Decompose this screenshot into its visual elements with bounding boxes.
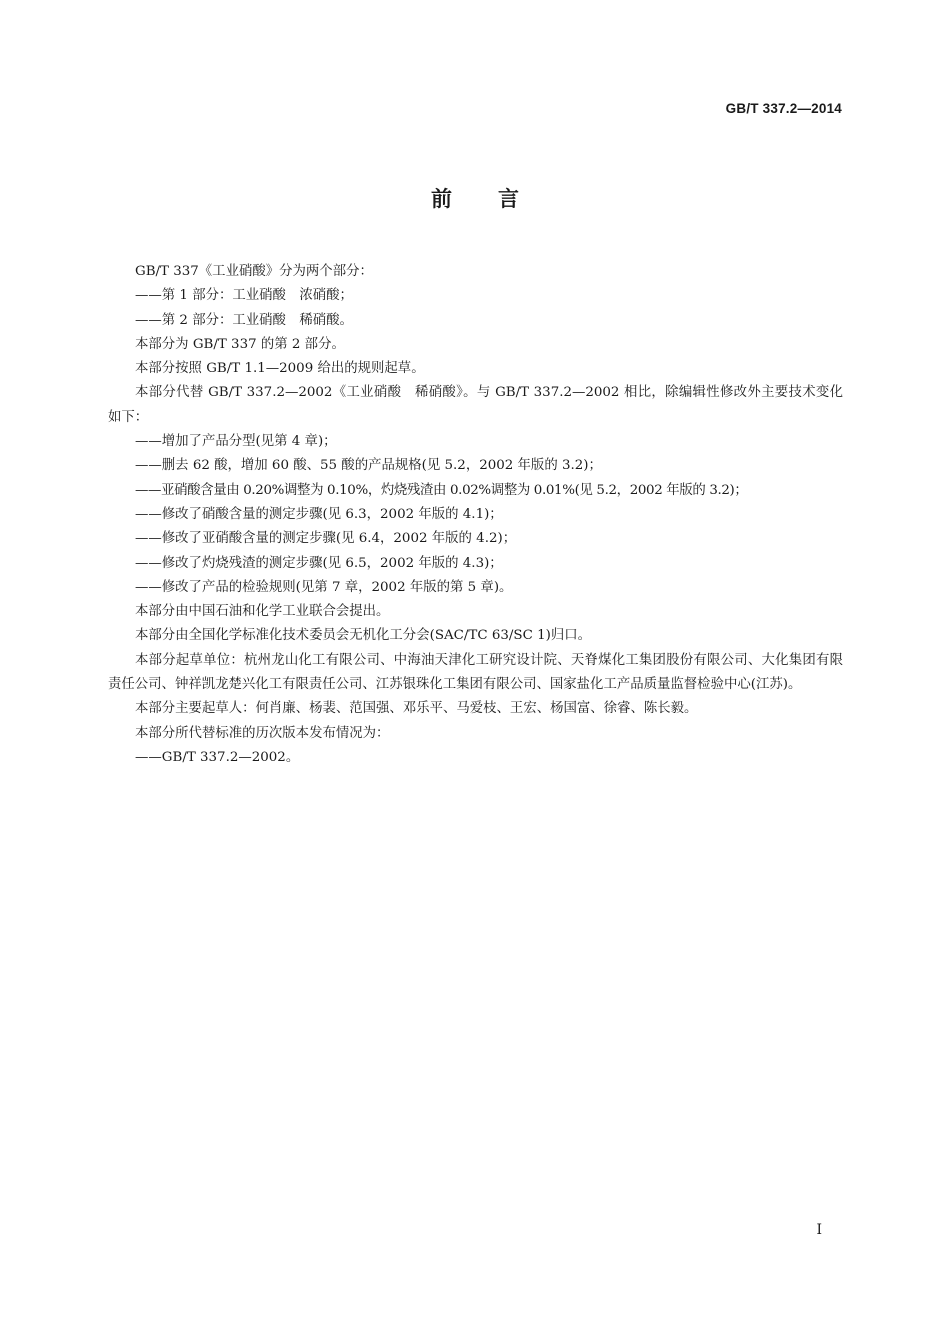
paragraph: 本部分所代替标准的历次版本发布情况为：	[135, 725, 390, 741]
list-item: ——GB/T 337.2—2002。	[135, 749, 300, 765]
paragraph: 本部分由中国石油和化学工业联合会提出。	[135, 604, 390, 620]
standard-code: GB/T 337.2—2014	[725, 101, 842, 116]
paragraph: 本部分按照 GB/T 1.1—2009 给出的规则起草。	[135, 361, 425, 377]
list-item: ——删去 62 酸，增加 60 酸、55 酸的产品规格(见 5.2，2002 年版的 3.2)；	[135, 458, 602, 474]
paragraph: 本部分主要起草人：何肖廉、杨裴、范国强、邓乐平、马爱枝、王宏、杨国富、徐睿、陈长毅。	[135, 701, 698, 717]
list-item: ——第 2 部分：工业硝酸 稀硝酸。	[135, 312, 353, 328]
paragraph: 本部分由全国化学标准化技术委员会无机化工分会(SAC/TC 63/SC 1)归口。	[135, 628, 591, 644]
list-item: ——修改了硝酸含量的测定步骤(见 6.3，2002 年版的 4.1)；	[135, 506, 503, 522]
list-item: ——修改了灼烧残渣的测定步骤(见 6.5，2002 年版的 4.3)；	[135, 555, 503, 571]
paragraph: 本部分代替 GB/T 337.2—2002《工业硝酸 稀硝酸》。与 GB/T 337.2—2002 相比，除编辑性修改外主要技术变化如下：	[108, 385, 843, 425]
list-item: ——修改了亚硝酸含量的测定步骤(见 6.4，2002 年版的 4.2)；	[135, 531, 517, 547]
list-item: ——第 1 部分：工业硝酸 浓硝酸；	[135, 288, 353, 304]
paragraph: 本部分起草单位：杭州龙山化工有限公司、中海油天津化工研究设计院、天脊煤化工集团股份有限公司、大化集团有限责任公司、钟祥凯龙楚兴化工有限责任公司、江苏银珠化工集团有限公司、国家盐化工产品质量监督检验中心(江苏)。	[108, 652, 843, 693]
document-body	[108, 260, 843, 770]
list-item: ——增加了产品分型(见第 4 章)；	[135, 434, 337, 450]
page-title: 前言	[431, 187, 565, 211]
paragraph: 本部分为 GB/T 337 的第 2 部分。	[135, 336, 345, 352]
page-number: I	[816, 1222, 822, 1238]
list-item: ——修改了产品的检验规则(见第 7 章，2002 年版的第 5 章)。	[135, 579, 513, 595]
paragraph: GB/T 337《工业硝酸》分为两个部分：	[135, 264, 373, 279]
list-item: ——亚硝酸含量由 0.20%调整为 0.10%，灼烧残渣由 0.02%调整为 0.01%(见 5.2，2002 年版的 3.2)；	[135, 482, 748, 498]
